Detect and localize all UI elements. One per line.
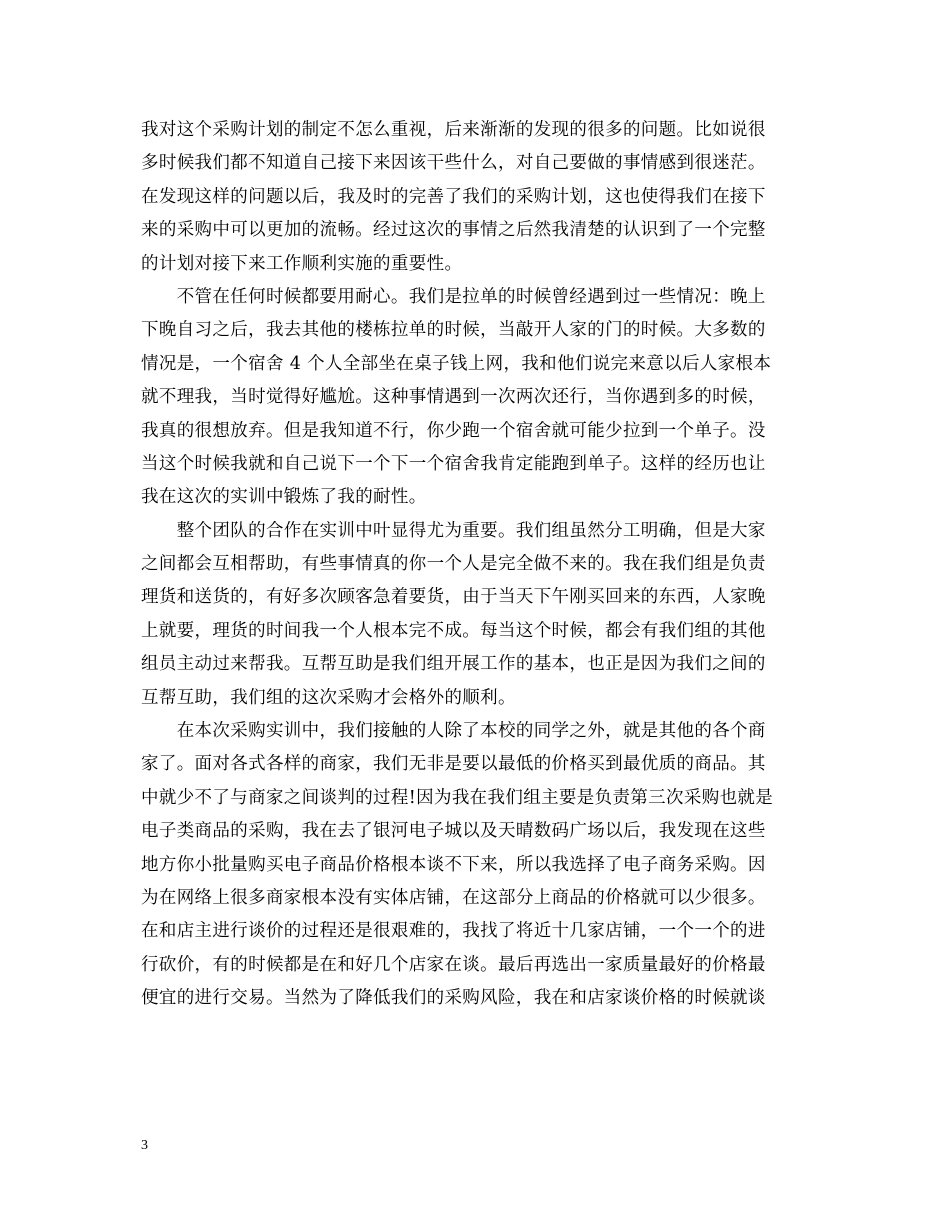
text-line: 行砍价，有的时候都是在和好几个店家在谈。最后再选出一家质量最好的价格最 [141,954,766,975]
text-line: 情况是，一个宿舍 4 个人全部坐在桌子钱上网，我和他们说完来意以后人家根本 [141,353,772,374]
text-line: 在本次采购实训中，我们接触的人除了本校的同学之外，就是其他的各个商 [141,721,766,742]
text-line: 在发现这样的问题以后，我及时的完善了我们的采购计划，这也使得我们在接下 [141,186,766,207]
text-line: 多时候我们都不知道自己接下来因该干些什么，对自己要做的事情感到很迷茫。 [141,153,766,174]
text-line: 理货和送货的，有好多次顾客急着要货，由于当天下午刚买回来的东西，人家晚 [141,587,766,608]
text-line: 下晚自习之后，我去其他的楼栋拉单的时候，当敲开人家的门的时候。大多数的 [141,320,766,341]
text-line: 为在网络上很多商家根本没有实体店铺，在这部分上商品的价格就可以少很多。 [141,887,766,908]
text-line: 组员主动过来帮我。互帮互助是我们组开展工作的基本，也正是因为我们之间的 [141,654,766,675]
text-line: 之间都会互相帮助，有些事情真的你一个人是完全做不来的。我在我们组是负责 [141,554,766,575]
text-line: 整个团队的合作在实训中叶显得尤为重要。我们组虽然分工明确，但是大家 [141,520,766,541]
text-line: 家了。面对各式各样的商家，我们无非是要以最低的价格买到最优质的商品。其 [141,754,766,775]
text-line: 不管在任何时候都要用耐心。我们是拉单的时候曾经遇到过一些情况：晚上 [141,286,766,307]
text-line: 上就要，理货的时间我一个人根本完不成。每当这个时候，都会有我们组的其他 [141,620,766,641]
text-line: 互帮互助，我们组的这次采购才会格外的顺利。 [141,687,516,708]
page-number: 3 [141,1138,148,1153]
text-line: 中就少不了与商家之间谈判的过程!因为我在我们组主要是负责第三次采购也就是 [141,787,774,808]
text-line: 我真的很想放弃。但是我知道不行，你少跑一个宿舍就可能少拉到一个单子。没 [141,420,766,441]
text-line: 地方你小批量购买电子商品价格根本谈不下来，所以我选择了电子商务采购。因 [141,854,766,875]
text-line: 就不理我，当时觉得好尴尬。这种事情遇到一次两次还行，当你遇到多的时候， [141,387,766,408]
text-line: 在和店主进行谈价的过程还是很艰难的，我找了将近十几家店铺，一个一个的进 [141,921,766,942]
text-line: 我对这个采购计划的制定不怎么重视，后来渐渐的发现的很多的问题。比如说很 [141,120,766,140]
text-line: 电子类商品的采购，我在去了银河电子城以及天晴数码广场以后，我发现在这些 [141,821,766,842]
text-line: 来的采购中可以更加的流畅。经过这次的事情之后然我清楚的认识到了一个完整 [141,220,766,241]
body-text [141,114,813,1016]
text-line: 当这个时候我就和自己说下一个下一个宿舍我肯定能跑到单子。这样的经历也让 [141,453,766,474]
text-line: 我在这次的实训中锻炼了我的耐性。 [141,487,427,508]
text-line: 便宜的进行交易。当然为了降低我们的采购风险，我在和店家谈价格的时候就谈 [141,988,766,1009]
text-line: 的计划对接下来工作顺利实施的重要性。 [141,253,463,274]
